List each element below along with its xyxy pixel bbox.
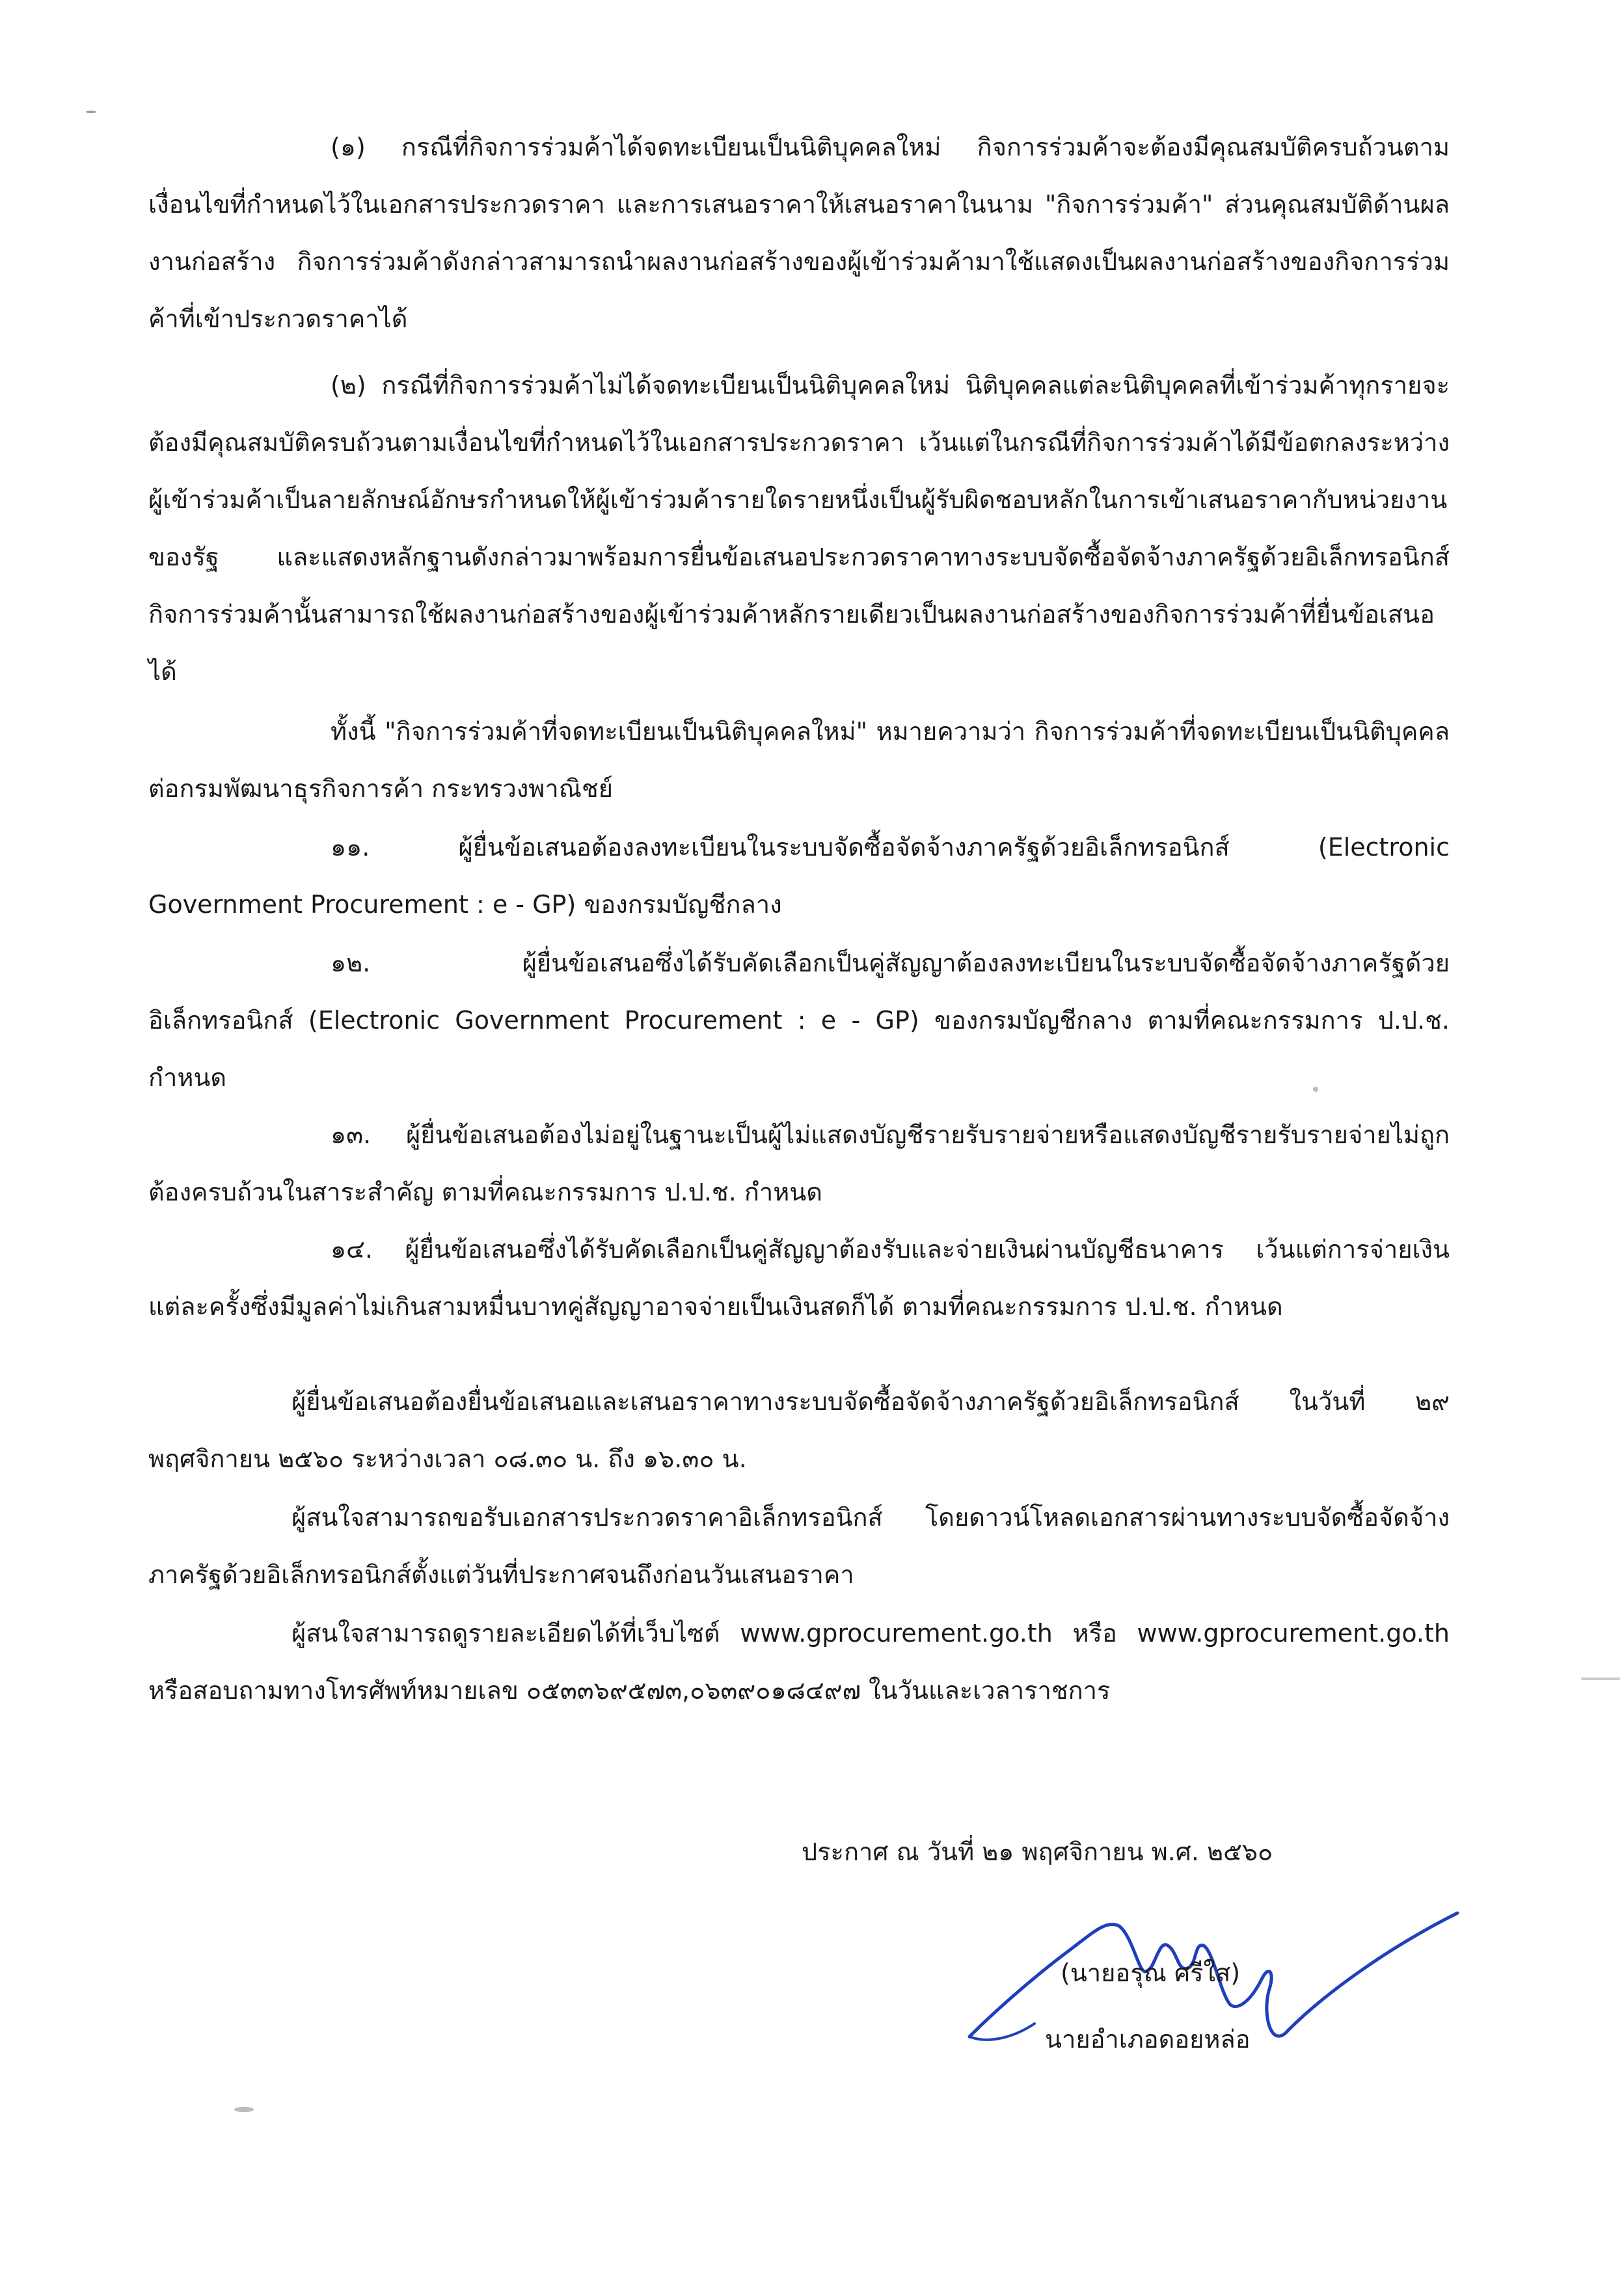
paragraph-item-12: ๑๒. ผู้ยื่นข้อเสนอซึ่งได้รับคัดเลือกเป็นคู่สัญญาต้องลงทะเบียนในระบบจัดซื้อจัดจ้างภาครัฐด้วยอิเล็กทรอนิกส์ (Electronic Government Procurement : e - GP) ของกรมบัญชีกลาง ตามที่คณะกรรมการ ป.ป.ช. กำหนด [148,949,1450,1092]
paragraph-item-13: ๑๓. ผู้ยื่นข้อเสนอต้องไม่อยู่ในฐานะเป็นผู้ไม่แสดงบัญชีรายรับรายจ่ายหรือแสดงบัญชีรายรับรายจ่ายไม่ถูกต้องครบถ้วนในสาระสำคัญ ตามที่คณะกรรมการ ป.ป.ช. กำหนด [148,1120,1450,1206]
paragraph-submission-date: ผู้ยื่นข้อเสนอต้องยื่นข้อเสนอและเสนอราคาทางระบบจัดซื้อจัดจ้างภาครัฐด้วยอิเล็กทรอนิกส์ ในวันที่ ๒๙ พฤศจิกายน ๒๕๖๐ ระหว่างเวลา ๐๘.๓๐ น. ถึง ๑๖.๓๐ น. [148,1387,1450,1473]
paragraph-download-info: ผู้สนใจสามารถขอรับเอกสารประกวดราคาอิเล็กทรอนิกส์ โดยดาวน์โหลดเอกสารผ่านทางระบบจัดซื้อจัดจ้างภาครัฐด้วยอิเล็กทรอนิกส์ตั้งแต่วันที่ประกาศจนถึงก่อนวันเสนอราคา [148,1503,1450,1589]
signer-title: นายอำเภอดอยหล่อ [1045,2025,1251,2054]
announcement-date: ประกาศ ณ วันที่ ๒๑ พฤศจิกายน พ.ศ. ๒๕๖๐ [802,1838,1273,1866]
signer-name: (นายอรุณ ศรีใส) [1061,1959,1241,1987]
scan-speck [86,111,96,113]
paragraph-joint-venture-unregistered: (๒) กรณีที่กิจการร่วมค้าไม่ได้จดทะเบียนเป็นนิติบุคคลใหม่ นิติบุคคลแต่ละนิติบุคคลที่เข้าร่วมค้าทุกรายจะต้องมีคุณสมบัติครบถ้วนตามเงื่อนไขที่กำหนดไว้ในเอกสารประกวดราคา เว้นแต่ในกรณีที่กิจการร่วมค้าได้มีข้อตกลงระหว่างผู้เข้าร่วมค้าเป็นลายลักษณ์อักษรกำหนดให้ผู้เข้าร่วมค้ารายใดรายหนึ่งเป็นผู้รับผิดชอบหลักในการเข้าเสนอราคากับหน่วยงานของรัฐ และแสดงหลักฐานดังกล่าวมาพร้อมการยื่นข้อเสนอประกวดราคาทางระบบจัดซื้อจัดจ้างภาครัฐด้วยอิเล็กทรอนิกส์ กิจการร่วมค้านั้นสามารถใช้ผลงานก่อสร้างของผู้เข้าร่วมค้าหลักรายเดียวเป็นผลงานก่อสร้างของกิจการร่วมค้าที่ยื่นข้อเสนอได้ [148,371,1450,686]
paragraph-item-11: ๑๑. ผู้ยื่นข้อเสนอต้องลงทะเบียนในระบบจัดซื้อจัดจ้างภาครัฐด้วยอิเล็กทรอนิกส์ (Electronic Government Procurement : e - GP) ของกรมบัญชีกลาง [148,833,1450,919]
scan-speck [234,2107,254,2112]
paragraph-joint-venture-registered: (๑) กรณีที่กิจการร่วมค้าได้จดทะเบียนเป็นนิติบุคคลใหม่ กิจการร่วมค้าจะต้องมีคุณสมบัติครบถ้วนตามเงื่อนไขที่กำหนดไว้ในเอกสารประกวดราคา และการเสนอราคาให้เสนอราคาในนาม "กิจการร่วมค้า" ส่วนคุณสมบัติด้านผลงานก่อสร้าง กิจการร่วมค้าดังกล่าวสามารถนำผลงานก่อสร้างของผู้เข้าร่วมค้ามาใช้แสดงเป็นผลงานก่อสร้างของกิจการร่วมค้าที่เข้าประกวดราคาได้ [148,133,1450,333]
paragraph-contact-info: ผู้สนใจสามารถดูรายละเอียดได้ที่เว็บไซต์ www.gprocurement.go.th หรือ www.gprocurement.go.th หรือสอบถามทางโทรศัพท์หมายเลข ๐๕๓๓๖๙๕๗๓,๐๖๓๙๐๑๘๔๙๗ ในวันและเวลาราชการ [148,1619,1450,1705]
scan-speck [1581,1677,1620,1680]
paragraph-definition: ทั้งนี้ "กิจการร่วมค้าที่จดทะเบียนเป็นนิติบุคคลใหม่" หมายความว่า กิจการร่วมค้าที่จดทะเบียนเป็นนิติบุคคลต่อกรมพัฒนาธุรกิจการค้า กระทรวงพาณิชย์ [148,717,1450,803]
scan-speck [1313,1087,1318,1092]
paragraph-item-14: ๑๔. ผู้ยื่นข้อเสนอซึ่งได้รับคัดเลือกเป็นคู่สัญญาต้องรับและจ่ายเงินผ่านบัญชีธนาคาร เว้นแต่การจ่ายเงินแต่ละครั้งซึ่งมีมูลค่าไม่เกินสามหมื่นบาทคู่สัญญาอาจจ่ายเป็นเงินสดก็ได้ ตามที่คณะกรรมการ ป.ป.ช. กำหนด [148,1235,1450,1321]
